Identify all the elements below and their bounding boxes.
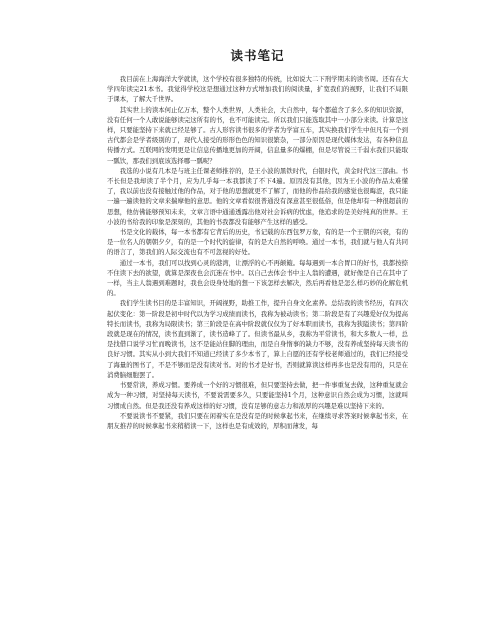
paragraph: 通过一本书，我们可以找到心灵的港湾，让漂浮的心不再颠簸。每每遇到一本合胃口的好书，我都按捺不住读下去的欲望，就算是深夜也会沉迷在书中。以自己去体会书中主人翁的遭遇，就好像是自己在其中了一样，当主人翁遇到难题时，我也会设身处地的想一下该怎样去解决，然后再看他是怎么样巧妙的化解危机的。 xyxy=(107,258,408,298)
paragraph: 其实世上的读本何止亿万本，整个人类世界，人类社会，大自然中，每个都蕴含了多么多的知识资源，没有任何一个人敢说能够读完这所有的书，也不可能读完。所以我们只能选取其中一小部分来读。计算是这样，只要能坚持下来就已经足够了。古人形容读书很多的学者为学富五车，其实换我们学生中但凡有一个到古代都会是学者级别的了，现代人接受的形形色色的知识很繁杂，一部分原因是现代媒体发达，有各种信息传播方式。互联网的发明更是让信息传播地更加的开阔，信息量多的爆棚，但是尽管说三千弱水我们只能取一瓢饮，那我们到底该选择哪一瓢呢？ xyxy=(107,105,408,165)
paragraph: 我们学生读书目的是丰富知识，开阔视野，助推工作，提升自身文化素养。总结我的读书经历，有四次起伏变化：第一阶段是初中时代以为学习成绩而读书，我称为被动读书；第二阶段是有了兴趣爱好仅为提高特长而读书，我称为局限读书；第三阶段是在高中阶段就仅仅为了好本职而读书，我称为狭隘读书；第四阶段就是现在的情况，读书直到渐了，读书造峰了了。但读书最从乡，我称为平常读书，和大多数人一样，总是找借口说学习忙而晚读书，这不是能站住脚的理由，而是自身惰事的缺力不够，没有养成坚持每天读书的良好习惯。其实从小到大我们不知道已经读了多少本书了，算上自愿的还有学校老师通过的，我们已经接受了海量的图书了，不是不够而是没有读对书。对的书才是好书，否则就算读这样再多也是没有用的，只是在消费脑细胞罢了。 xyxy=(107,299,408,379)
paragraph: 我选的小说有几本是与班主任课老师推荐的，是王小波的黑铁时代，白银时代，黄金时代这三部曲。书不长但是我却读了半个月，应为几乎每一本我都读了不下4遍。原因没有其他，因为王小波的作品太难懂了，我以前也没有接触过他的作品，对于他的思想就更不了解了，而他的作品给我的感觉也很晦涩，我只能一遍一遍读他的文章来揣摩他的意思。他的文章看似很普通没有深意甚至很低俗，但是他却有一种很超前的思想，他仿佛能够预知未来，文章言语中通通透露出他对社会诉病的忧虑，他追求的是美好纯真的世界。王小波的书给我的印象是深刻的，其他的书我都没有能够产生这样的感受。 xyxy=(107,166,408,226)
paragraph: 书要常读，养成习惯。要养成一个好的习惯很难，但只要坚持去做，把一件事重复去做，这种重复就会成为一种习惯，对坚持每天读书，不要说需要多久，只要能坚持1个月，这种意识自然会成为习惯，这就叫习惯成自然。但是我还没有养成这样的好习惯，没有足够的意志力和浓厚的兴趣是难以坚持下来的。 xyxy=(107,381,408,410)
document-title: 读书笔记 xyxy=(230,48,285,63)
paragraph: 不要说读书不要紧，我们只要在闲着实在是没有是的时候拿起书来，在继续寻求答案时候拿起书来，在朋友推荐的时候拿起书来稍稍读一下，这样也是有成效的，厚积而薄发，每 xyxy=(107,411,408,430)
document-page xyxy=(107,48,408,431)
paragraph: 我目前在上海海洋大学就读，这个学校有很多独特的传统，比如说大二下刑学期末的读书周。还有在大学四年读完21本书。我觉得学校这是想通过这种方式增加我们的阅读量，扩宽我们的视野，让我们不局限于课本，了解大千世界。 xyxy=(107,75,408,104)
paragraph: 书是文化的载体，每一本书都有它背后的历史，书记载的东西包罗万象，有的是一个王朝的兴衰，有的是一位名人的朝朝夕夕，有的是一个时代的旋律，有的是大自然的呼唤。通过一本书，我们就与他人有共同的语言了，第我们的人际交流也有不可忽视的好处。 xyxy=(107,228,408,257)
